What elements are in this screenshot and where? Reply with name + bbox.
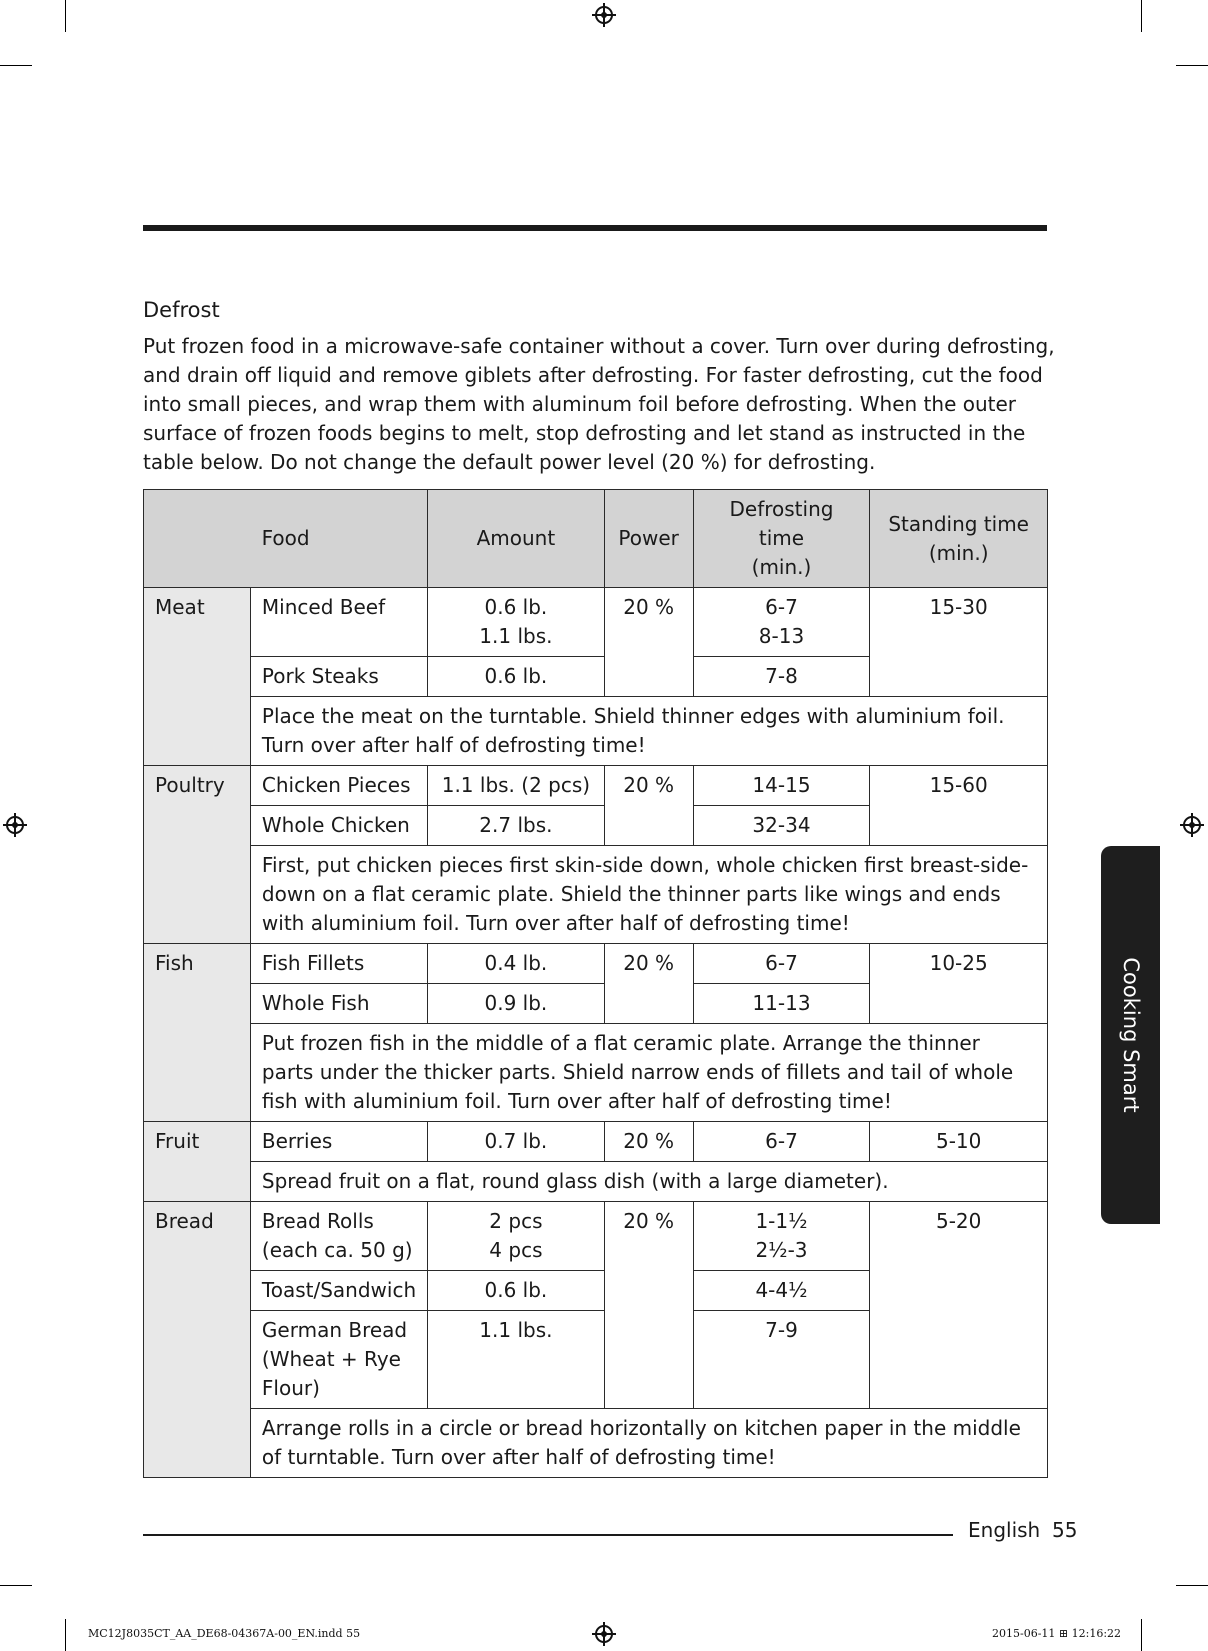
food-cell: Chicken Pieces [250,766,427,806]
note-cell: Put frozen fish in the middle of a flat ceramic plate. Arrange the thinner parts under the thicker parts. Shield narrow ends of fillets and tail of whole fish with aluminium foil. Turn over after half of defrosting time! [250,1024,1047,1122]
defrost-time-cell [693,1202,870,1271]
table-row [144,1122,1048,1162]
table-row [144,588,1048,657]
amount-cell: 0.4 lb. [428,944,605,984]
header-power: Power [604,490,693,588]
standing-time-cell: 5-20 [870,1202,1048,1409]
time-line: 1-1½ [755,1209,808,1233]
table-row [144,1409,1048,1478]
food-line: German Bread [261,1318,408,1342]
table-row [144,846,1048,944]
crop-mark [65,1619,66,1651]
defrost-time-cell: 7-9 [693,1311,870,1409]
header-standing-time-line1: Standing time [888,511,1029,536]
amount-line: 1.1 lbs. [479,624,553,648]
food-cell: Whole Chicken [250,806,427,846]
registration-mark-icon [595,1625,613,1643]
note-cell: Arrange rolls in a circle or bread horizontally on kitchen paper in the middle of turntable. Turn over after half of defrosting time! [250,1409,1047,1478]
defrost-time-cell: 32-34 [693,806,870,846]
header-defrosting-time-line2: (min.) [751,555,812,579]
food-cell: Berries [250,1122,427,1162]
crop-mark [1141,0,1142,32]
chapter-side-tab [1101,846,1160,1224]
time-line: 2½-3 [755,1238,808,1262]
amount-cell: 1.1 lbs. [428,1311,605,1409]
crop-mark [0,1585,32,1586]
defrost-time-cell: 14-15 [693,766,870,806]
defrost-table [143,489,1048,1478]
standing-time-cell: 15-30 [870,588,1048,697]
defrost-time-cell: 7-8 [693,657,870,697]
amount-cell: 0.9 lb. [428,984,605,1024]
note-cell: First, put chicken pieces first skin-side down, whole chicken first breast-side-down on a flat ceramic plate. Shield the thinner parts like wings and ends with aluminium foil. Turn over after half of defrosting time! [250,846,1047,944]
note-cell: Place the meat on the turntable. Shield thinner edges with aluminium foil. Turn over after half of defrosting time! [250,697,1047,766]
amount-cell: 0.7 lb. [428,1122,605,1162]
food-line: (each ca. 50 g) [261,1238,413,1262]
food-cell: Fish Fillets [250,944,427,984]
crop-mark [1176,65,1208,66]
amount-cell: 1.1 lbs. (2 pcs) [428,766,605,806]
footer-rule [143,1534,953,1536]
time-line: 6-7 [765,595,798,619]
defrost-time-cell: 6-7 [693,944,870,984]
header-defrosting-time [693,490,870,588]
food-cell: Minced Beef [250,588,427,657]
food-cell [250,1202,427,1271]
note-cell: Spread fruit on a flat, round glass dish (with a large diameter). [250,1162,1047,1202]
defrost-time-cell: 11-13 [693,984,870,1024]
power-cell: 20 % [604,588,693,697]
header-food: Food [144,490,428,588]
table-row [144,697,1048,766]
amount-cell: 0.6 lb. [428,1271,605,1311]
power-cell: 20 % [604,1122,693,1162]
top-rule [143,225,1047,231]
food-line: (Wheat + Rye [261,1347,401,1371]
section-heading: Defrost [143,298,220,322]
category-fish: Fish [144,944,251,1122]
food-cell: Whole Fish [250,984,427,1024]
amount-cell [428,588,605,657]
crop-mark [1176,1585,1208,1586]
header-standing-time [870,490,1048,588]
power-cell: 20 % [604,1202,693,1409]
category-fruit: Fruit [144,1122,251,1202]
power-cell: 20 % [604,766,693,846]
page-number: 55 [1052,1518,1078,1542]
header-standing-time-line2: (min.) [928,540,989,565]
amount-line: 0.6 lb. [484,595,548,619]
amount-cell [428,1202,605,1271]
standing-time-cell: 5-10 [870,1122,1048,1162]
chapter-side-tab-label: Cooking Smart [1118,957,1143,1113]
standing-time-cell: 10-25 [870,944,1048,1024]
intro-paragraph: Put frozen food in a microwave-safe container without a cover. Turn over during defrosting, and drain off liquid and remove giblets after defrosting. For faster defrosting, cut the food into small pieces, and wrap them with aluminum foil before defrosting. When the outer surface of frozen foods begins to melt, stop defrosting and let stand as instructed in the table below. Do not change the default power level (20 %) for defrosting. [143,334,1055,474]
food-cell: Pork Steaks [250,657,427,697]
header-amount: Amount [428,490,605,588]
crop-mark [0,65,32,66]
table-row [144,1024,1048,1122]
table-row [144,944,1048,984]
defrost-time-cell [693,588,870,657]
defrost-time-cell: 4-4½ [693,1271,870,1311]
amount-line: 4 pcs [489,1238,543,1262]
amount-cell: 2.7 lbs. [428,806,605,846]
power-cell: 20 % [604,944,693,1024]
food-cell [250,1311,427,1409]
food-line: Flour) [261,1376,320,1400]
category-bread: Bread [144,1202,251,1478]
amount-line: 2 pcs [489,1209,543,1233]
table-row [144,1202,1048,1271]
defrost-time-cell: 6-7 [693,1122,870,1162]
registration-mark-icon [6,816,24,834]
print-slug-date: 2015-06-11 ⊞ 12:16:22 [992,1627,1122,1640]
header-defrosting-time-line1: Defrosting time [729,497,834,550]
crop-mark [1141,1619,1142,1651]
standing-time-cell: 15-60 [870,766,1048,846]
category-meat: Meat [144,588,251,766]
table-row [144,1162,1048,1202]
time-line: 8-13 [758,624,805,648]
footer-language: English [968,1518,1041,1542]
category-poultry: Poultry [144,766,251,944]
registration-mark-icon [1183,816,1201,834]
print-slug-file: MC12J8035CT_AA_DE68-04367A-00_EN.indd 55 [88,1627,361,1640]
food-cell: Toast/Sandwich [250,1271,427,1311]
crop-mark [65,0,66,32]
table-row [144,766,1048,806]
registration-mark-icon [595,6,613,24]
food-line: Bread Rolls [261,1209,374,1233]
table-header-row [144,490,1048,588]
amount-cell: 0.6 lb. [428,657,605,697]
